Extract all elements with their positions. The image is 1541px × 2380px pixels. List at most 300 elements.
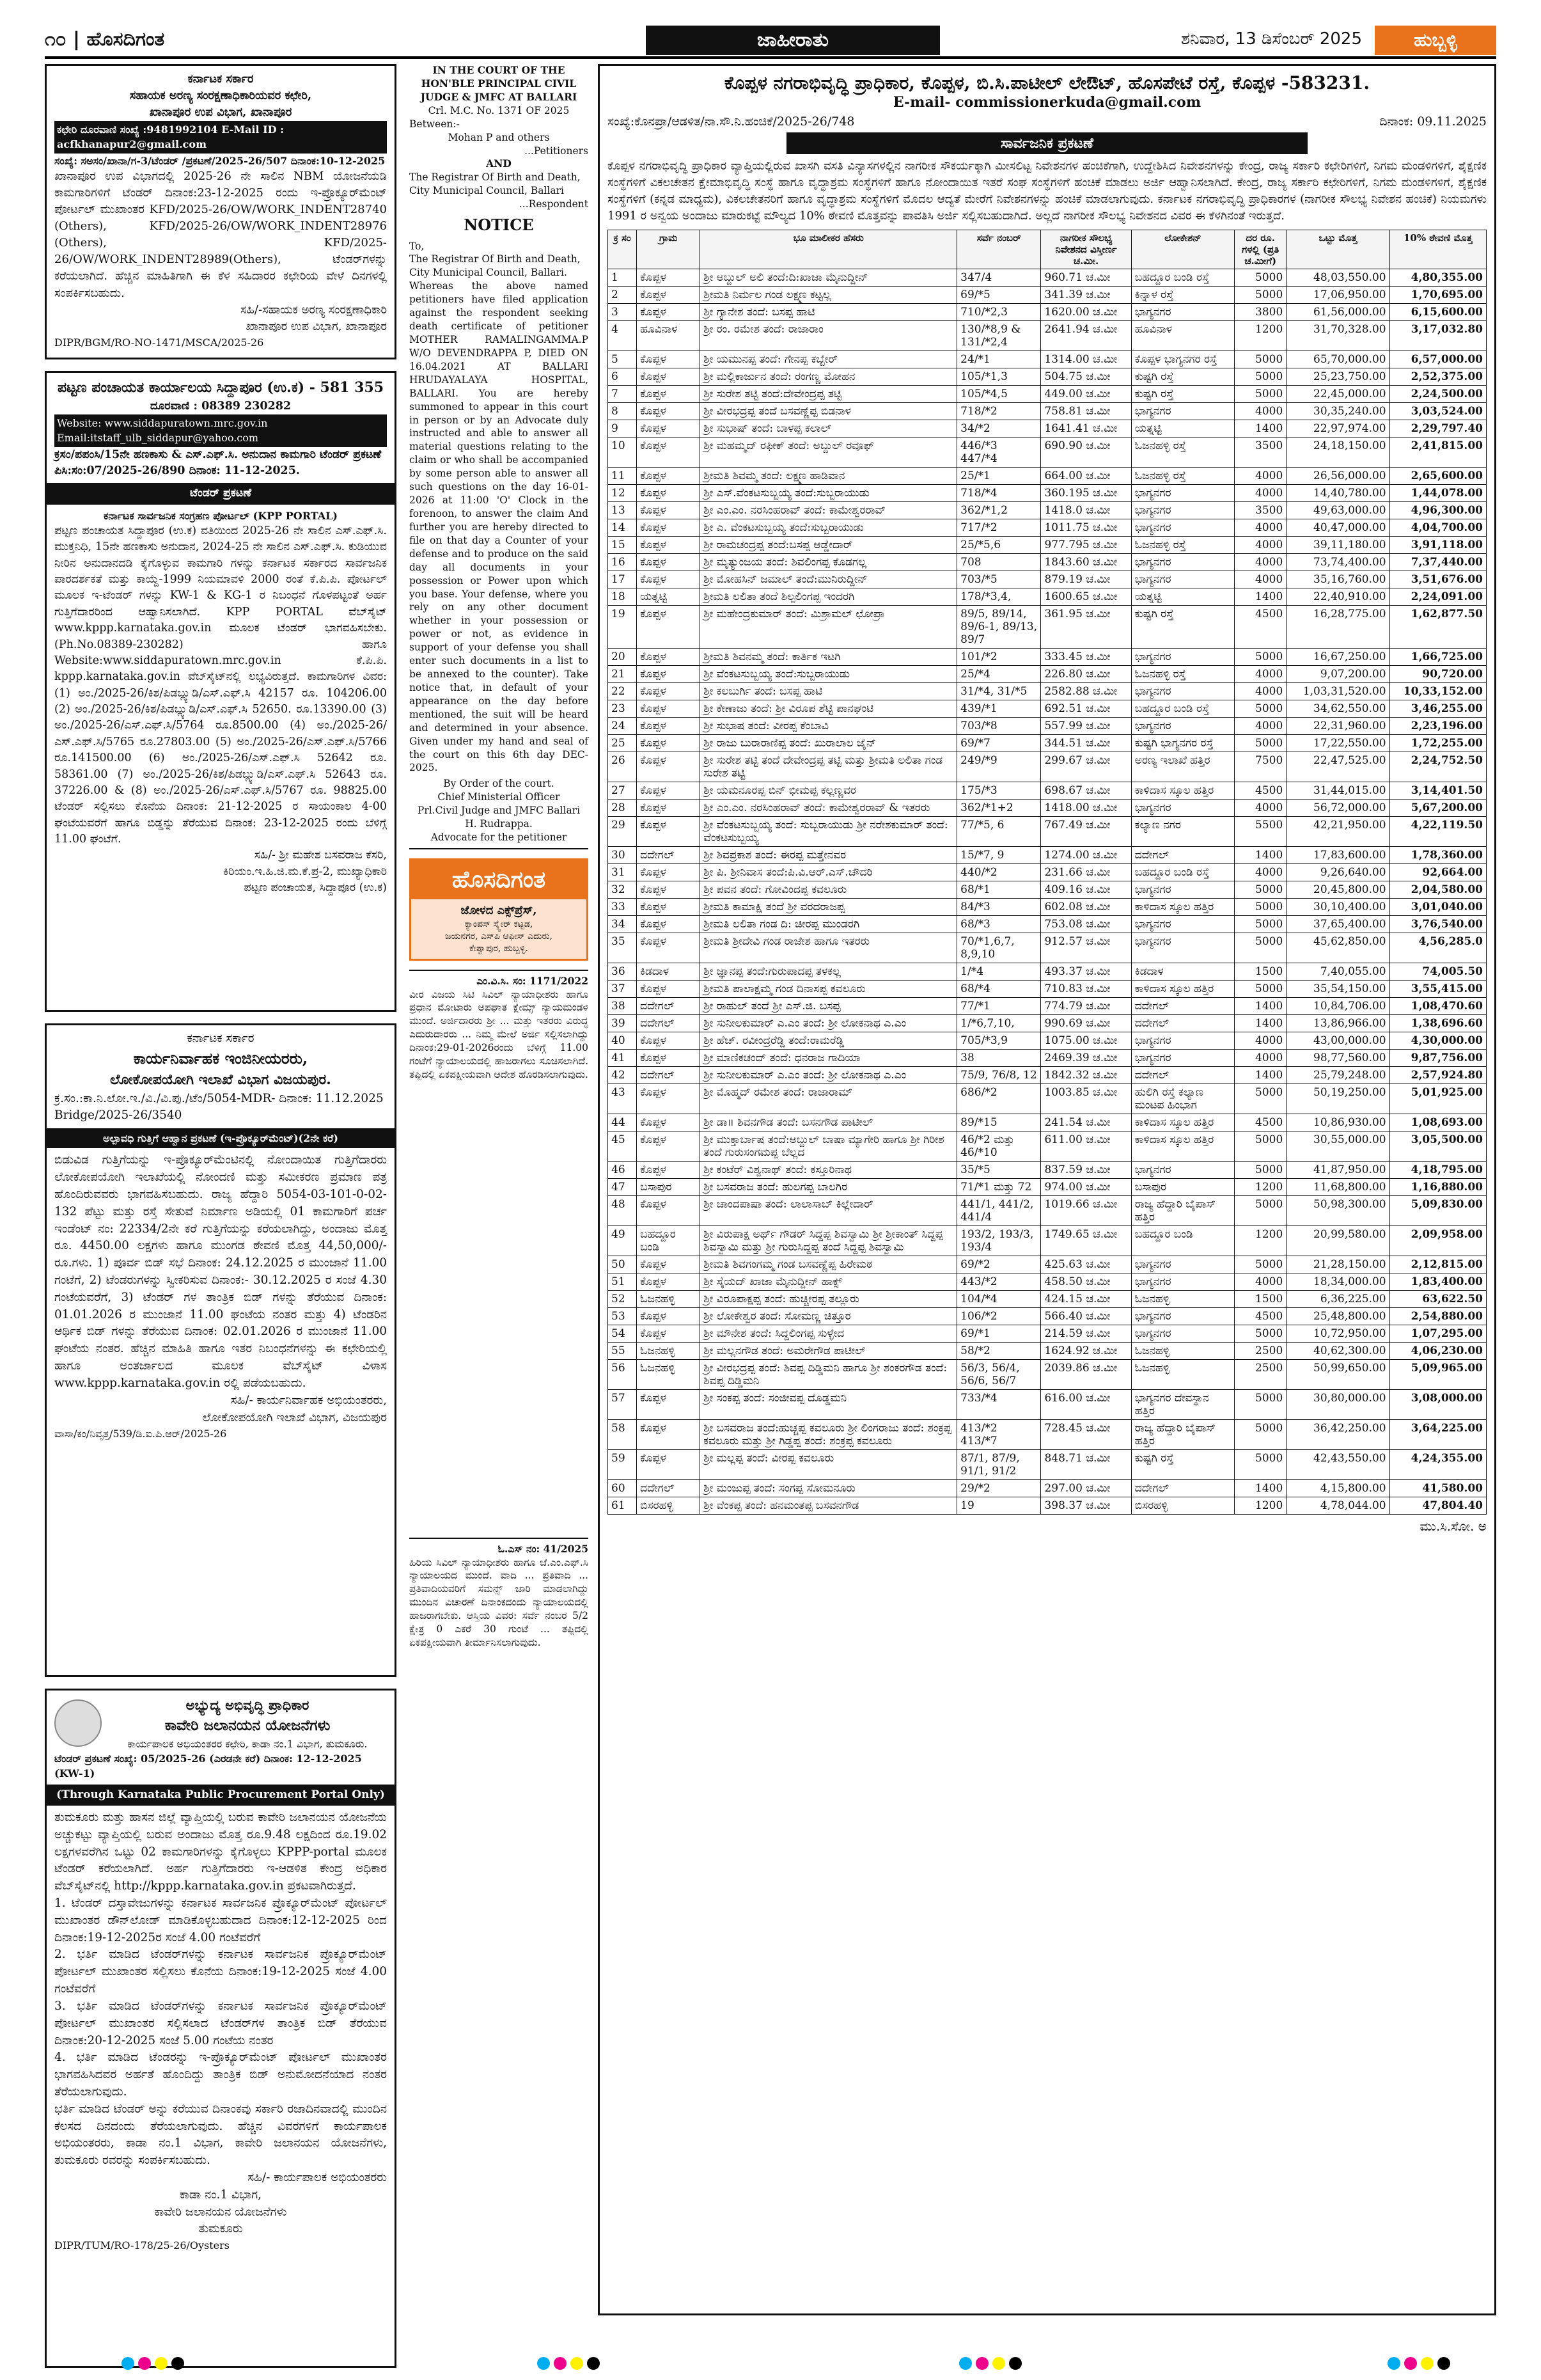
table-cell: 398.37 ಚ.ಮೀ: [1041, 1497, 1131, 1515]
table-row: [608, 1162, 1487, 1179]
table-cell: 424.15 ಚ.ಮೀ: [1041, 1291, 1131, 1308]
table-row: [608, 683, 1487, 700]
ad-reference: ಟೆಂಡರ್ ಪ್ರಕಟಣೆ ಸಂಖ್ಯೆ: 05/2025-26 (ಎರಡನೇ ಕರೆ) ದಿನಾಂಕ: 12-12-2025 (KW-1): [54, 1752, 362, 1780]
table-cell: 43: [608, 1084, 637, 1114]
table-row: [608, 899, 1487, 916]
table-cell: 362/*1,2: [957, 502, 1041, 519]
table-row: [608, 1450, 1487, 1480]
table-cell: 10,84,706.00: [1287, 998, 1389, 1015]
table-cell: ಕೊಪ್ಪಳ: [637, 1084, 700, 1114]
table-row: [608, 782, 1487, 800]
ad-note: ಭರ್ತಿ ಮಾಡಿದ ಟೆಂಡರ್ ಅನ್ನು ಕರೆಯುವ ದಿನಾಂಕವು ಸರ್ಕಾರಿ ರಜಾದಿನವಾದಲ್ಲಿ ಮುಂದಿನ ಕೆಲಸದ ದಿನದಂದು ತೆರೆಯಲಾಗುವುದು. ಹೆಚ್ಚಿನ ವಿವರಗಳಿಗೆ ಕಾರ್ಯಪಾಲಕ ಅಭಿಯಂತರರು, ಕಾಡಾ ನಂ.1 ವಿಭಾಗ, ಕಾವೇರಿ ಜಲಾನಯನ ಯೋಜನೆಗಳು, ತುಮಕೂರು ರವರನ್ನು ಸಂಪರ್ಕಿಸಬಹುದು.: [54, 2102, 387, 2168]
table-cell: 1641.41 ಚ.ಮೀ: [1041, 420, 1131, 437]
table-row: [608, 752, 1487, 782]
table-cell: ಕಾಳಿದಾಸ ಸ್ಕೂಲ ಹತ್ತಿರ: [1131, 1131, 1234, 1162]
table-cell: ಶ್ರೀ ಮೃತ್ಯುಂಜಯ ತಂದೆ: ಶಿವಲಿಂಗಪ್ಪ ಕೊಡಗಲ್ಲ: [700, 554, 957, 571]
table-cell: 98,77,560.00: [1287, 1050, 1389, 1067]
black-dot-icon: [1437, 2357, 1450, 2370]
table-cell: 6: [608, 368, 637, 386]
table-cell: ಭಾಗ್ಯನಗರ: [1131, 1273, 1234, 1291]
table-cell: ದದೇಗಲ್: [637, 1480, 700, 1497]
ad-code: DIPR/TUM/RO-178/25-26/Oysters: [54, 2239, 230, 2252]
table-cell: 1,83,400.00: [1389, 1273, 1486, 1291]
table-cell: 25,79,248.00: [1287, 1067, 1389, 1084]
table-cell: 7,37,440.00: [1389, 554, 1486, 571]
table-cell: ಕೊಪ್ಪಳ: [637, 1273, 700, 1291]
table-cell: ಅರಣ್ಯ ಇಲಾಖೆ ಹತ್ತಿರ: [1131, 752, 1234, 782]
table-row: [608, 269, 1487, 287]
table-cell: 249/*9: [957, 752, 1041, 782]
table-cell: 29/*2: [957, 1480, 1041, 1497]
table-cell: ಶ್ರೀ ರಾಮಚಂದ್ರಪ್ಪ ತಂದೆ:ಬಸಪ್ಪ ಆಡ್ಡೇದಾರ್: [700, 537, 957, 554]
table-cell: 16,28,775.00: [1287, 606, 1389, 649]
table-cell: 4000: [1235, 485, 1287, 502]
table-row: [608, 1291, 1487, 1308]
cauvery-cada-ad: [45, 1689, 396, 2368]
table-cell: 63,622.50: [1389, 1291, 1486, 1308]
table-cell: 178/*3,4,: [957, 588, 1041, 606]
table-cell: ಭಾಗ್ಯನಗರ: [1131, 1032, 1234, 1050]
table-cell: ಕೊಪ್ಪಳ: [637, 817, 700, 847]
table-cell: ಶ್ರೀ ಮುಕ್ತಾರ್ಬಾಷ ತಂದೆ:ಅಬ್ದುಲ್ ಬಾಷಾ ಮ್ಯಾಗೇರಿ ಹಾಗೂ ಶ್ರೀ ಗಿರೀಶ ತಂದೆ ಗುರುಸಂಗಮಪ್ಪ ಬೆಲ್ಲದ: [700, 1131, 957, 1162]
table-cell: ಶ್ರೀಮತಿ ಲಲಿತಾ ತಂದೆ ಶಿಲ್ಪಲಿಂಗಪ್ಪ ಇಂದರಗಿ: [700, 588, 957, 606]
table-cell: 557.99 ಚ.ಮೀ: [1041, 718, 1131, 735]
magenta-dot-icon: [138, 2357, 151, 2370]
table-cell: 4,78,044.00: [1287, 1497, 1389, 1515]
table-cell: ಕೊಪ್ಪಳ ಭಾಗ್ಯನಗರ ರಸ್ತೆ: [1131, 351, 1234, 368]
table-cell: ಭಾಗ್ಯನಗರ: [1131, 933, 1234, 963]
table-header-row: [608, 230, 1487, 269]
table-cell: ದದೇಗಲ್: [1131, 1480, 1234, 1497]
table-cell: 87/1, 87/9, 91/1, 91/2: [957, 1450, 1041, 1480]
table-cell: ಕುಷ್ಟಗಿ ಭಾಗ್ಯನಗರ ರಸ್ತೆ: [1131, 735, 1234, 752]
table-cell: 38: [608, 998, 637, 1015]
table-cell: ಬಹದ್ದೂರ ಬಂಡಿ ರಸ್ತೆ: [1131, 269, 1234, 287]
ad-title: ಸಹಾಯಕ ಅರಣ್ಯ ಸಂರಕ್ಷಣಾಧಿಕಾರಿಯವರ ಕಛೇರಿ,: [129, 89, 312, 103]
table-cell: 193/2, 193/3, 193/4: [957, 1226, 1041, 1256]
edition-city: ಹುಬ್ಬಳ್ಳಿ: [1375, 26, 1496, 55]
table-row: [608, 386, 1487, 403]
table-cell: 3,64,225.00: [1389, 1420, 1486, 1450]
table-cell: 24/*1: [957, 351, 1041, 368]
table-cell: 4,04,700.00: [1389, 519, 1486, 537]
table-cell: 5: [608, 351, 637, 368]
table-cell: 4,22,119.50: [1389, 817, 1486, 847]
notice-email: E-mail- commissionerkuda@gmail.com: [893, 94, 1201, 111]
office-address: [411, 899, 586, 959]
table-row: [608, 403, 1487, 420]
table-cell: 4000: [1235, 800, 1287, 817]
table-cell: 616.00 ಚ.ಮೀ: [1041, 1390, 1131, 1420]
table-cell: 1,08,470.60: [1389, 998, 1486, 1015]
pwd-vijayapura-ad: [45, 1023, 396, 1677]
table-cell: ಓಜನಹಳ್ಳಿ ರಸ್ತೆ: [1131, 537, 1234, 554]
table-cell: 1019.66 ಚ.ಮೀ: [1041, 1196, 1131, 1226]
table-cell: 710/*2,3: [957, 304, 1041, 321]
ad-signature: ಸಹಿ/-ಸಹಾಯಕ ಅರಣ್ಯ ಸಂರಕ್ಷಣಾಧಿಕಾರಿ: [240, 303, 387, 317]
notice-case-number: Crl. M.C. No. 1371 OF 2025: [428, 104, 570, 116]
table-row: [608, 606, 1487, 649]
table-cell: ಭಾಗ್ಯನಗರ: [1131, 1050, 1234, 1067]
table-cell: 2: [608, 287, 637, 304]
table-row: [608, 1256, 1487, 1273]
table-cell: 493.37 ಚ.ಮೀ: [1041, 963, 1131, 981]
table-cell: ಕೊಪ್ಪಳ: [637, 519, 700, 537]
table-cell: ಕಾಳಿದಾಸ ಸ್ಕೂಲ ಹತ್ತಿರ: [1131, 1114, 1234, 1131]
table-row: [608, 1015, 1487, 1032]
table-cell: ಓಜನಹಳ್ಳಿ ರಸ್ತೆ: [1131, 468, 1234, 485]
issue-date: ಶನಿವಾರ, 13 ಡಿಸೆಂಬರ್ 2025: [1180, 29, 1362, 49]
table-cell: 4500: [1235, 782, 1287, 800]
table-cell: ಓಜನಹಳ್ಳಿ: [1131, 1343, 1234, 1360]
table-cell: 3,91,118.00: [1389, 537, 1486, 554]
table-cell: 28: [608, 800, 637, 817]
table-cell: 13: [608, 502, 637, 519]
table-cell: ಕೊಪ್ಪಳ: [637, 899, 700, 916]
table-cell: ಯತ್ನಟ್ಟಿ: [1131, 420, 1234, 437]
notice-body: ಹಿರಿಯ ಸಿವಿಲ್ ನ್ಯಾಯಾಧೀಶರು ಹಾಗೂ ಜೆ.ಎಂ.ಎಫ್.ಸಿ ನ್ಯಾಯಾಲಯದ ಮುಂದೆ. ವಾದಿ ... ಪ್ರತಿವಾದಿ ... ಪ್ರತಿವಾದಿಯವರಿಗೆ ಸಮನ್ಸ್ ಜಾರಿ ಮಾಡಲಾಗಿದ್ದು ಮುಂದಿನ ವಿಚಾರಣೆ ದಿನಾಂಕದಂದು ನ್ಯಾಯಾಲಯದಲ್ಲಿ ಹಾಜರಾಗಬೇಕು. ಆಸ್ತಿಯ ವಿವರ: ಸರ್ವೆ ನಂಬರ 5/2 ಕ್ಷೇತ್ರ 0 ಎಕರೆ 30 ಗುಂಟೆ ... ತಪ್ಪಿದಲ್ಲಿ ಏಕಪಕ್ಷೀಯವಾಗಿ ತೀರ್ಮಾನಿಸಲಾಗುವುದು.: [409, 1556, 588, 1649]
ad-reference: Bridge/2025-26/3540: [54, 1108, 182, 1123]
table-cell: 1,08,693.00: [1389, 1114, 1486, 1131]
notice-ref-row: [607, 114, 1487, 129]
table-cell: 10: [608, 437, 637, 468]
table-cell: ಕೊಪ್ಪಳ: [637, 1162, 700, 1179]
table-row: [608, 881, 1487, 899]
table-row: [608, 554, 1487, 571]
table-cell: 2500: [1235, 1343, 1287, 1360]
table-row: [608, 485, 1487, 502]
ad-signature: ಪಟ್ಟಣ ಪಂಚಾಯತ, ಸಿದ್ದಾಪೂರ (ಉ.ಕ): [244, 881, 387, 895]
table-cell: 5500: [1235, 817, 1287, 847]
table-cell: 45: [608, 1131, 637, 1162]
table-cell: 705/*3,9: [957, 1032, 1041, 1050]
column-header: ಗ್ರಾಮ: [637, 230, 700, 269]
ad-band: (Through Karnataka Public Procurement Portal Only): [47, 1785, 395, 1806]
office-address-line: ಜಯನಗರ, ಎಸ್‌ಪಿ ಆಫೀಸ್ ಎದುರು,: [445, 931, 552, 942]
table-cell: 46: [608, 1162, 637, 1179]
table-cell: 2,04,580.00: [1389, 881, 1486, 899]
ad-list-item: 1. ಟೆಂಡರ್ ದಸ್ತಾವೇಜುಗಳನ್ನು ಕರ್ನಾಟಕ ಸಾರ್ವಜನಿಕ ಪ್ರೊಕ್ಯೂರ್‌ಮೆಂಟ್ ಪೋರ್ಟಲ್ ಮುಖಾಂತರ ಡೌನ್‌ಲೋಡ್ ಮಾಡಿಕೊಳ್ಳಬಹುದಾದ ದಿನಾಂಕ:12-12-2025 ರಿಂದ ದಿನಾಂಕ:19-12-2025ರ ಸಂಜೆ 4.00 ಗಂಟೆವರೆಗೆ: [54, 1896, 387, 1944]
table-cell: 53: [608, 1308, 637, 1325]
table-cell: ಶ್ರೀ ಬಸವರಾಜ ತಂದೆ: ಹುಲಗಪ್ಪ ಬಾಲಗಿರ: [700, 1179, 957, 1196]
table-row: [608, 916, 1487, 933]
table-cell: ಬಸಾಪುರ: [1131, 1179, 1234, 1196]
cyan-dot-icon: [537, 2357, 550, 2370]
table-cell: 5,09,830.00: [1389, 1196, 1486, 1226]
ad-title: ಕಾವೇರಿ ಜಲಾನಯನ ಯೋಜನೆಗಳು: [164, 1717, 331, 1735]
table-cell: 69/*5: [957, 287, 1041, 304]
yellow-dot-icon: [992, 2357, 1005, 2370]
table-cell: 758.81 ಚ.ಮೀ: [1041, 403, 1131, 420]
table-cell: 106/*2: [957, 1308, 1041, 1325]
table-cell: 48,03,550.00: [1287, 269, 1389, 287]
ad-signature: ಕಿರಿಯಂ.ಇ.ಹಿ.ಜಿ.ಮ.ಕೆ.ಪ್ರ-2, ಮುಖ್ಯಾಧಿಕಾರಿ: [223, 865, 387, 878]
table-cell: 2582.88 ಚ.ಮೀ: [1041, 683, 1131, 700]
table-cell: 39,11,180.00: [1287, 537, 1389, 554]
ad-code: DIPR/BGM/RO-NO-1471/MSCA/2025-26: [54, 336, 264, 349]
notice-reference: ಸಂಖ್ಯೆ:ಕೊನಪ್ರಾ/ಆಡಳಿತ/ನಾ.ಸೌ.ನಿ.ಹಂಚಿಕೆ/2025-26/748: [607, 114, 855, 129]
table-cell: ಶ್ರೀ ಸುಭಾಷ್ ತಂದೆ: ಬಾಳಪ್ಪ ಕಲಾಲ್: [700, 420, 957, 437]
table-cell: ಶ್ರೀ ಯಮನೂರಪ್ಪ ಬಿನ್ ಭೀಮಪ್ಪ ಕಲ್ಲಣ್ಣವರ: [700, 782, 957, 800]
table-cell: 5,09,965.00: [1389, 1360, 1486, 1390]
table-cell: ಕೊಪ್ಪಳ: [637, 1032, 700, 1050]
table-cell: 1: [608, 269, 637, 287]
table-cell: 11: [608, 468, 637, 485]
table-cell: 20,99,580.00: [1287, 1226, 1389, 1256]
table-cell: 19: [957, 1497, 1041, 1515]
table-cell: ಶ್ರೀ ಲೋಕೇಶ್ವರ ತಂದೆ: ಸೋಮಣ್ಣ ಚಿತ್ತೂರ: [700, 1308, 957, 1325]
ad-body: ಬಿಡುವಿಡ ಗುತ್ತಿಗೆಯನ್ನು ಇ-ಪ್ರೊಕ್ಯೂರ್‌ಮೆಂಟಿನಲ್ಲಿ ನೋಂದಾಯಿತ ಗುತ್ತಿಗೆದಾರರು ಲೋಕೋಪಯೋಗಿ ಇಲಾಖೆಯಲ್ಲಿ ನೋಂದಣಿ ಮತ್ತು ಸಮೀಕರಣ ಪ್ರಮಾಣ ಪತ್ರ ಹೊಂದಿರುವವರು ಭಾಗವಹಿಸಬಹುದು. ರಾಜ್ಯ ಹೆದ್ದಾರಿ 5054-03-101-0-02-132 ಪೆಟ್ಟು ಮತ್ತು ರಸ್ತೆ ಸೇತುವೆ ನಿರ್ಮಾಣ ಅಡಿಯಲ್ಲಿ 01 ಕಾಮಗಾರಿಗೆ ಪರ್ಚ ಇಂಡೆಂಟ್ ನಂ: 22334/2ನೇ ಕರೆ ಗುತ್ತಿಗೆಯನ್ನು ಕರೆಯಲಾಗಿದ್ದು, ಅಂದಾಜು ಮೊತ್ತ ರೂ. 4450.00 ಲಕ್ಷಗಳು ಹಾಗೂ ಮುಂಗಡ ಠೇವಣಿ ಮೊತ್ತ 44,50,000/- ರೂ.ಗಳು. 1) ಪೂರ್ವ ಬಿಡ್ ಸಭೆ ದಿನಾಂಕ: 24.12.2025 ರ ಮುಂಜಾನೆ 11.00 ಗಂಟೆಗೆ, 2) ಟೆಂಡರುಗಳನ್ನು ಸ್ವೀಕರಿಸುವ ದಿನಾಂಕ:- 30.12.2025 ರ ಸಂಜೆ 4.30 ಗಂಟೆಯವರೆಗೆ, 3) ಟೆಂಡರ್ ಗಳ ತಾಂತ್ರಿಕ ಬಿಡ್ ಗಳನ್ನು ತೆರೆಯುವ ದಿನಾಂಕ: 01.01.2026 ರ ಮುಂಜಾನೆ 11.00 ಘಂಟೆಯ ನಂತರ ಮತ್ತು 4) ಟೆಂಡರಿನ ಆರ್ಥಿಕ ಬಿಡ್ ಗಳನ್ನು ತೆರೆಯುವ ದಿನಾಂಕ: 02.01.2026 ರ ಮುಂಜಾನೆ 11.00 ಘಂಟೆಯ ನಂತರ. ಹೆಚ್ಚಿನ ಮಾಹಿತಿ ಹಾಗೂ ಇತರ ನಿಬಂಧನೆಗಳನ್ನು ಈ ಕಛೇರಿಯಲ್ಲಿ ಹಾಗೂ ಅಂತರ್ಜಾಲದ ಮೂಲಕ ವೆಬ್‌ಸೈಟ್ ವಿಳಾಸ www.kppp.karnataka.gov.in ರಲ್ಲಿ ಪಡೆಯಬಹುದು.: [54, 1153, 387, 1390]
notice-body: Whereas the above named petitioners have filed application against the respondent seeking death certificate of petitioner MOTHER RAMALINGAMMA.P W/O DEVENDRAPPA P, DIED ON 16.04.2021 AT BALLARI HRUDAYALAYA HOSPITAL, BALLARI. You are hereby summoned to appear in this court in person or by an Advocate duly instructed and able to answer all material questions relating to the claim or who shall be accompanied by some person able to answer all such questions on the day 16-01-2026 at 11:00 'O' Clock in the forenoon, to answer the claim And further you are hereby directed to file on that day a Counter of your defense and to produce on the said day all documents in your possession or Power upon which you base. Your defense, where you rely on any other document whether in your possession or power or not, as evidence in support of your defense you shall enter such documents in a list to be annexed to the counter). Take notice that, in default of your appearance on the day before mentioned, the suit will be heard and determined in your absence. Given under my hand and seal of the court on this 6th day DEC-2025.: [409, 280, 588, 774]
notice-text: ...Petitioners: [524, 145, 588, 157]
table-cell: 1200: [1235, 1179, 1287, 1196]
table-cell: 101/*2: [957, 649, 1041, 666]
table-cell: ಭಾಗ್ಯನಗರ: [1131, 881, 1234, 899]
table-cell: 69/*1: [957, 1325, 1041, 1343]
table-cell: 441/1, 441/2, 441/4: [957, 1196, 1041, 1226]
notice-text: Between:-: [409, 118, 460, 130]
table-row: [608, 1273, 1487, 1291]
table-cell: ಶ್ರೀ ಅಬ್ದುಲ್ ಅಲಿ ತಂದೆ:ದಿ:ಖಾಜಾ ಮೈನುದ್ದೀನ್: [700, 269, 957, 287]
table-cell: ಬಿಸರಹಳ್ಳಿ: [637, 1497, 700, 1515]
table-cell: 47,804.40: [1389, 1497, 1486, 1515]
table-cell: ಶ್ರೀ ಮಲ್ಲನಗೌಡ ತಂದೆ: ಅಮರೇಗೌಡ ಪಾಟೀಲ್: [700, 1343, 957, 1360]
table-cell: 4,06,230.00: [1389, 1343, 1486, 1360]
table-cell: 1200: [1235, 1226, 1287, 1256]
table-cell: ಶ್ರೀ ಮೋಹಸಿನ್ ಜಮಾಲ್ ತಂದೆ:ಮುನಿರುದ್ದೀನ್: [700, 571, 957, 588]
ad-body: ಪಟ್ಟಣ ಪಂಚಾಯತ ಸಿದ್ದಾಪೂರ (ಉ.ಕ) ವತಿಯಿಂದ 2025-26 ನೇ ಸಾಲಿನ ಎಸ್.ಎಫ್.ಸಿ. ಮುಕ್ತನಿಧಿ, 15ನೇ ಹಣಕಾಸು ಅನುದಾನ, 2024-25 ನೇ ಸಾಲಿನ ಎಸ್.ಎಫ್.ಸಿ. ಕುಡಿಯುವ ನೀರಿನ ಅನುದಾನದಡಿ ಕೈಗೊಳ್ಳುವ ಕಾಮಗಾರಿ ಗಳನ್ನು ಕರ್ನಾಟಕ ಸರ್ಕಾರದ ಸಾರ್ವಜನಿಕ ಪಾರದರ್ಶಕತೆ ಮತ್ತು ಕಾಯ್ದೆ-1999 ನಿಯಮಾವಳಿ 2000 ರಂತೆ ಕೆ.ಪಿ.ಪಿ. ಪೋರ್ಟಲ್ ಮೂಲಕ ಇ-ಟೆಂಡರ್ ಗಳನ್ನು KW-1 & KG-1 ರ ನಿಬಂಧನೆ ಗೊಳಪಟ್ಟಂತೆ ಅರ್ಹ ಗುತ್ತಿಗೆದಾರರಿಂದ ಆಹ್ವಾನಿಸಲಾಗಿದೆ. KPP PORTAL ವೆಬ್‌ಸೈಟ್ www.kppp.karnataka.gov.in ಮೂಲಕ ಟೆಂಡರ್ ಭಾಗವಹಿಸಬೇಕು. (Ph.No.08389-230282) ಹಾಗೂ Website:www.siddapuratown.mrc.gov.in ಕೆ.ಪಿ.ಪಿ. kppp.karnataka.gov.in ವೆಬ್‌ಸೈಟ್‌ನಲ್ಲಿ ಲಭ್ಯವಿರುತ್ತದೆ. ಕಾಮಗಾರಿಗಳ ವಿವರ: (1) ಅಂ./2025-26/ಕಿಶ/ಪಿಡಬ್ಲ್ಯುಡಿ/ಎಸ್.ಎಫ್.ಸಿ 42157 ರೂ. 104206.00 (2) ಅಂ./2025-26/ಕಿಶ/ಪಿಡಬ್ಲ್ಯುಡಿ/ಎಸ್.ಎಫ್.ಸಿ 52650. ರೂ.13390.00 (3) ಅಂ./2025-26/ಎಸ್.ಎಫ್.ಸಿ/5764 ರೂ.8500.00 (4) ಅಂ./2025-26/ಎಸ್.ಎಫ್.ಸಿ/5765 ರೂ.27803.00 (5) ಅಂ./2025-26/ಎಸ್.ಎಫ್.ಸಿ/5766 ರೂ.141500.00 (6) ಅಂ./2025-26/ಎಸ್.ಎಫ್.ಸಿ 52642 ರೂ. 58361.00 (7) ಅಂ./2025-26/ಕಿಶ/ಪಿಡಬ್ಲ್ಯುಡಿ/ಎಸ್.ಎಫ್.ಸಿ 52643 ರೂ. 37226.00 & (8) ಅಂ./2025-26/ಎಸ್.ಎಫ್.ಸಿ/5767 ರೂ. 98825.00 ಟೆಂಡರ್ ಸಲ್ಲಿಸಲು ಕೊನೆಯ ದಿನಾಂಕ: 21-12-2025 ರ ಸಾಯಂಕಾಲ 4-00 ಘಂಟೆಯವರೆಗೆ ಹಾಗೂ ಬಿಡ್ಡನ್ನು ತೆರೆಯುವ ದಿನಾಂಕ: 23-12-2025 ರಂದು ಬೆಳಿಗ್ಗೆ 11.00 ಘಂಟೆಗೆ.: [54, 524, 387, 846]
ad-phone: ದೂರವಾಣಿ : 08389 230282: [150, 399, 292, 413]
ad-reference-date: ದಿನಾಂಕ: 11.12.2025: [279, 1091, 384, 1105]
table-cell: ಶ್ರೀ ವಿರೂಪಾಕ್ಷಪ್ಪ ತಂದೆ: ಹುಚ್ಚೀರಪ್ಪ ತಲ್ಲೂರು: [700, 1291, 957, 1308]
table-cell: 977.795 ಚ.ಮೀ: [1041, 537, 1131, 554]
ad-subtitle: ಕಾರ್ಯಪಾಲಕ ಅಭಿಯಂತರರ ಕಛೇರಿ, ಕಾಡಾ ನಂ.1 ವಿಭಾಗ, ತುಮಕೂರು.: [127, 1737, 368, 1750]
table-cell: 34,62,550.00: [1287, 700, 1389, 718]
table-cell: 2469.39 ಚ.ಮೀ: [1041, 1050, 1131, 1067]
table-cell: 54: [608, 1325, 637, 1343]
table-cell: ಶ್ರೀ ವಿರುಪಾಕ್ಷ ಅರ್ಥ್ ಗೌಡರ್ ಸಿದ್ದಪ್ಪ ಶಿವಸ್ವಾಮಿ ಶ್ರೀ ಶ್ರೀಕಾಂತ್ ಸಿದ್ದಪ್ಪ ಶಿವಸ್ವಾಮಿ ಮತ್ತು ಶ್ರೀ ಗುರುಸಿದ್ದಪ್ಪ ತಂದೆ ಸಿದ್ದಪ್ಪ ಶಿವಸ್ವಾಮಿ: [700, 1226, 957, 1256]
table-cell: 73,74,400.00: [1287, 554, 1389, 571]
table-row: [608, 800, 1487, 817]
table-cell: ಕೊಪ್ಪಳ: [637, 304, 700, 321]
table-cell: ಭಾಗ್ಯನಗರ: [1131, 800, 1234, 817]
table-cell: 1843.60 ಚ.ಮೀ: [1041, 554, 1131, 571]
table-cell: 3,01,040.00: [1389, 899, 1486, 916]
table-cell: 71/*1 ಮತ್ತು 72: [957, 1179, 1041, 1196]
table-cell: 31: [608, 864, 637, 881]
table-cell: ಶ್ರೀ ಸುನೀಲಕುಮಾರ್ ಎ.ಎಂ ತಂದೆ: ಶ್ರೀ ಲೋಕನಾಥ ಎ.ಎಂ: [700, 1015, 957, 1032]
site-allotment-table: [607, 230, 1487, 1515]
table-cell: 1200: [1235, 321, 1287, 351]
table-cell: ಕೊಪ್ಪಳ: [637, 1050, 700, 1067]
table-cell: 61: [608, 1497, 637, 1515]
table-cell: ಓಜನಹಳ್ಳಿ: [637, 1343, 700, 1360]
table-row: [608, 437, 1487, 468]
table-row: [608, 1084, 1487, 1114]
table-cell: ಕೊಪ್ಪಳ: [637, 881, 700, 899]
table-cell: 29: [608, 817, 637, 847]
table-cell: ಓಜನಹಳ್ಳಿ ರಸ್ತೆ: [1131, 666, 1234, 683]
table-cell: 68/*1: [957, 881, 1041, 899]
table-cell: ಓಜನಹಳ್ಳಿ: [1131, 1360, 1234, 1390]
table-cell: 55: [608, 1343, 637, 1360]
table-cell: ಶ್ರೀ ಮಲ್ಲಪ್ಪ ತಂದೆ: ವೀರಪ್ಪ ಕವಲೂರು: [700, 1450, 957, 1480]
table-cell: 2641.94 ಚ.ಮೀ: [1041, 321, 1131, 351]
table-cell: ಕೊಪ್ಪಳ: [637, 916, 700, 933]
table-cell: 5000: [1235, 368, 1287, 386]
table-cell: ಭಾಗ್ಯನಗರ: [1131, 403, 1234, 420]
table-cell: 2039.86 ಚ.ಮೀ: [1041, 1360, 1131, 1390]
table-cell: 40: [608, 1032, 637, 1050]
table-cell: 690.90 ಚ.ಮೀ: [1041, 437, 1131, 468]
table-cell: 39: [608, 1015, 637, 1032]
table-cell: 16: [608, 554, 637, 571]
table-cell: 231.66 ಚ.ಮೀ: [1041, 864, 1131, 881]
table-cell: 717/*2: [957, 519, 1041, 537]
table-row: [608, 1114, 1487, 1131]
table-cell: ಶ್ರೀಮತಿ ನಿರ್ಮಲ ಗಂಡ ಲಕ್ಷ್ಮಣ ಕಟ್ಟಲ್ಲ: [700, 287, 957, 304]
ad-title: ಕರ್ನಾಟಕ ಸರ್ಕಾರ: [187, 72, 254, 86]
table-row: [608, 666, 1487, 683]
table-cell: 4000: [1235, 571, 1287, 588]
table-cell: 1200: [1235, 1497, 1287, 1515]
table-cell: 3,51,676.00: [1389, 571, 1486, 588]
table-cell: ದದೇಗಲ್: [637, 1067, 700, 1084]
table-cell: 3,14,401.50: [1389, 782, 1486, 800]
table-cell: ಕೊಪ್ಪಳ: [637, 782, 700, 800]
table-cell: 4000: [1235, 718, 1287, 735]
table-cell: 2,24,752.50: [1389, 752, 1486, 782]
table-cell: 20,45,800.00: [1287, 881, 1389, 899]
notice-signature: By Order of the court.: [443, 778, 554, 790]
table-cell: 1400: [1235, 998, 1287, 1015]
table-cell: 2,24,091.00: [1389, 588, 1486, 606]
table-cell: 25/*4: [957, 666, 1041, 683]
table-cell: ಕೊಪ್ಪಳ: [637, 1390, 700, 1420]
table-cell: ಬಹದ್ದೂರ ಬಂಡಿ: [637, 1226, 700, 1256]
table-row: [608, 1325, 1487, 1343]
table-cell: ಕೊಪ್ಪಳ: [637, 368, 700, 386]
table-cell: 89/5, 89/14, 89/6-1, 89/13, 89/7: [957, 606, 1041, 649]
table-cell: 31,70,328.00: [1287, 321, 1389, 351]
notice-party: The Registrar Of Birth and Death, City Municipal Council, Ballari: [409, 171, 581, 197]
table-cell: ರಾಜ್ಯ ಹೆದ್ದಾರಿ ಬೈಪಾಸ್ ಹತ್ತಿರ: [1131, 1420, 1234, 1450]
table-cell: 5000: [1235, 916, 1287, 933]
registration-marks: [121, 2357, 188, 2372]
ad-title: ಕಾರ್ಯನಿರ್ವಾಹಕ ಇಂಜಿನೀಯರರು,: [133, 1048, 308, 1068]
table-row: [608, 1308, 1487, 1325]
table-cell: 409.16 ಚ.ಮೀ: [1041, 881, 1131, 899]
section-title: ಜಾಹೀರಾತು: [646, 26, 940, 55]
table-cell: 30,55,000.00: [1287, 1131, 1389, 1162]
table-cell: 974.00 ಚ.ಮೀ: [1041, 1179, 1131, 1196]
table-cell: 22,40,910.00: [1287, 588, 1389, 606]
table-cell: ಶ್ರೀ ಮಲ್ಲಿಕಾರ್ಜುನ ತಂದೆ: ರಂಗಣ್ಣ ಮೋಹನ: [700, 368, 957, 386]
table-cell: ಕೊಪ್ಪಳ: [637, 1196, 700, 1226]
cyan-dot-icon: [1388, 2357, 1400, 2370]
table-cell: 68/*4: [957, 981, 1041, 998]
notice-date: ದಿನಾಂಕ: 09.11.2025: [1379, 114, 1487, 129]
table-cell: 5000: [1235, 386, 1287, 403]
table-cell: 6,57,000.00: [1389, 351, 1486, 368]
table-row: [608, 1480, 1487, 1497]
ad-body: ತುಮಕೂರು ಮತ್ತು ಹಾಸನ ಜಿಲ್ಲೆ ವ್ಯಾಪ್ತಿಯಲ್ಲಿ ಬರುವ ಕಾವೇರಿ ಜಲಾನಯನ ಯೋಜನೆಯ ಅಚ್ಚುಕಟ್ಟು ವ್ಯಾಪ್ತಿಯಲ್ಲಿ ಬರುವ ಅಂದಾಜು ಮೊತ್ತ ರೂ.9.48 ಲಕ್ಷದಿಂದ ರೂ.19.02 ಲಕ್ಷಗಳವರೆಗಿನ ಒಟ್ಟು 02 ಕಾಮಗಾರಿಗಳನ್ನು ಕೈಗೊಳ್ಳಲು KPPP-portal ಮೂಲಕ ಟೆಂಡರ್ ಕರೆಯಲಾಗಿದೆ. ಅರ್ಹ ಗುತ್ತಿಗೆದಾರರು ಇ-ಆಡಳಿತ ಕೇಂದ್ರ ಅಧಿಕಾರ ವೆಬ್‌ಸೈಟ್‌ನಲ್ಲಿ http://kppp.karnataka.gov.in ಪ್ರಕಟವಾಗಿರುತ್ತದೆ.: [54, 1810, 387, 1893]
column-header: ಲೋಕೇಶನ್: [1131, 230, 1234, 269]
column-left: [45, 64, 396, 2315]
table-cell: 692.51 ಚ.ಮೀ: [1041, 700, 1131, 718]
ad-signature: ಲೋಕೋಪಯೋಗಿ ಇಲಾಖೆ ವಿಭಾಗ, ವಿಜಯಪುರ: [202, 1410, 387, 1424]
table-cell: ಕೊಪ್ಪಳ: [637, 571, 700, 588]
table-cell: 733/*4: [957, 1390, 1041, 1420]
table-cell: 912.57 ಚ.ಮೀ: [1041, 933, 1131, 963]
table-cell: 4000: [1235, 666, 1287, 683]
table-cell: ಕೊಪ್ಪಳ: [637, 981, 700, 998]
table-cell: ಶ್ರೀ ಬಸವರಾಜ ತಂದೆ:ಹುಚ್ಚಪ್ಪ ಕವಲೂರು ಶ್ರೀ ಲಿಂಗರಾಜು ತಂದೆ: ಶಂಕ್ರಪ್ಪ ಕವಲೂರು ಮತ್ತು ಶ್ರೀ ಗಿಡ್ಡಪ್ಪ ತಂದೆ: ಶಂಕ್ರಪ್ಪ ಕವಲೂರು: [700, 1420, 957, 1450]
column-middle: [409, 64, 588, 2315]
table-cell: 4000: [1235, 519, 1287, 537]
table-row: [608, 1131, 1487, 1162]
table-cell: 5000: [1235, 981, 1287, 998]
table-cell: 458.50 ಚ.ಮೀ: [1041, 1273, 1131, 1291]
table-cell: 9,87,756.00: [1389, 1050, 1486, 1067]
table-cell: ಶ್ರೀ ವೀರಭದ್ರಪ್ಪ ತಂದೆ: ಶಿವಪ್ಪ ದಿಡ್ಡಿಮನಿ ಹಾಗೂ ಶ್ರೀ ಶಂಕರಗೌಡ ತಂದೆ: ಶಿವಪ್ಪ ದಿಡ್ಡಿಮನಿ: [700, 1360, 957, 1390]
table-cell: ಬಹದ್ದೂರ ಬಂಡಿ ರಸ್ತೆ: [1131, 864, 1234, 881]
table-cell: 22,31,960.00: [1287, 718, 1389, 735]
table-cell: 35/*5: [957, 1162, 1041, 1179]
table-row: [608, 321, 1487, 351]
table-cell: 1418.0 ಚ.ಮೀ: [1041, 502, 1131, 519]
table-row: [608, 1032, 1487, 1050]
table-cell: ಶ್ರೀ ಹೆಚ್. ರವೀಂದ್ರರೆಡ್ಡಿ ತಂದೆ:ರಾಮರೆಡ್ಡಿ: [700, 1032, 957, 1050]
table-cell: 22,97,974.00: [1287, 420, 1389, 437]
table-row: [608, 368, 1487, 386]
table-cell: 42: [608, 1067, 637, 1084]
ad-signature: ಕಾಡಾ ನಂ.1 ವಿಭಾಗ,: [179, 2187, 262, 2202]
table-cell: 4000: [1235, 537, 1287, 554]
table-cell: 602.08 ಚ.ಮೀ: [1041, 899, 1131, 916]
table-cell: ದದೇಗಲ್: [1131, 998, 1234, 1015]
table-cell: 21,28,150.00: [1287, 1256, 1389, 1273]
table-cell: ಕೊಪ್ಪಳ: [637, 718, 700, 735]
table-cell: 4500: [1235, 1308, 1287, 1325]
table-cell: 45,62,850.00: [1287, 933, 1389, 963]
table-cell: 5000: [1235, 649, 1287, 666]
table-cell: 1075.00 ಚ.ಮೀ: [1041, 1032, 1131, 1050]
table-cell: 4500: [1235, 606, 1287, 649]
ad-signature: ಕಾವೇರಿ ಜಲಾನಯನ ಯೋಜನೆಗಳು: [154, 2205, 287, 2219]
notice-case-number: ಓ.ಎಸ್ ನಂ: 41/2025: [497, 1542, 588, 1555]
table-cell: ಕೊಪ್ಪಳ: [637, 386, 700, 403]
table-cell: ಕೊಪ್ಪಳ: [637, 649, 700, 666]
table-cell: ಭಾಗ್ಯನಗರ: [1131, 649, 1234, 666]
ad-signature: ತುಮಕೂರು: [198, 2222, 243, 2236]
table-cell: 10,33,152.00: [1389, 683, 1486, 700]
table-cell: ಓಜನಹಳ್ಳಿ: [1131, 1291, 1234, 1308]
table-cell: 5000: [1235, 933, 1287, 963]
table-cell: 23: [608, 700, 637, 718]
table-cell: 4000: [1235, 1273, 1287, 1291]
table-cell: 1,62,877.50: [1389, 606, 1486, 649]
table-row: [608, 1360, 1487, 1390]
table-cell: 4,56,285.0: [1389, 933, 1486, 963]
table-cell: ಶ್ರೀ ಎಸ್.ವೆಂಕಟಸುಬ್ಬಯ್ಯ ತಂದೆ:ಸುಬ್ಬರಾಯುಡು: [700, 485, 957, 502]
table-cell: 8: [608, 403, 637, 420]
table-cell: 2500: [1235, 1360, 1287, 1390]
table-body: [608, 269, 1487, 1515]
table-cell: 18: [608, 588, 637, 606]
ad-title: ಖಾನಾಪೂರ ಉಪ ವಿಭಾಗ, ಖಾನಾಪೂರ: [149, 106, 292, 120]
table-cell: ಭಾಗ್ಯನಗರ: [1131, 718, 1234, 735]
